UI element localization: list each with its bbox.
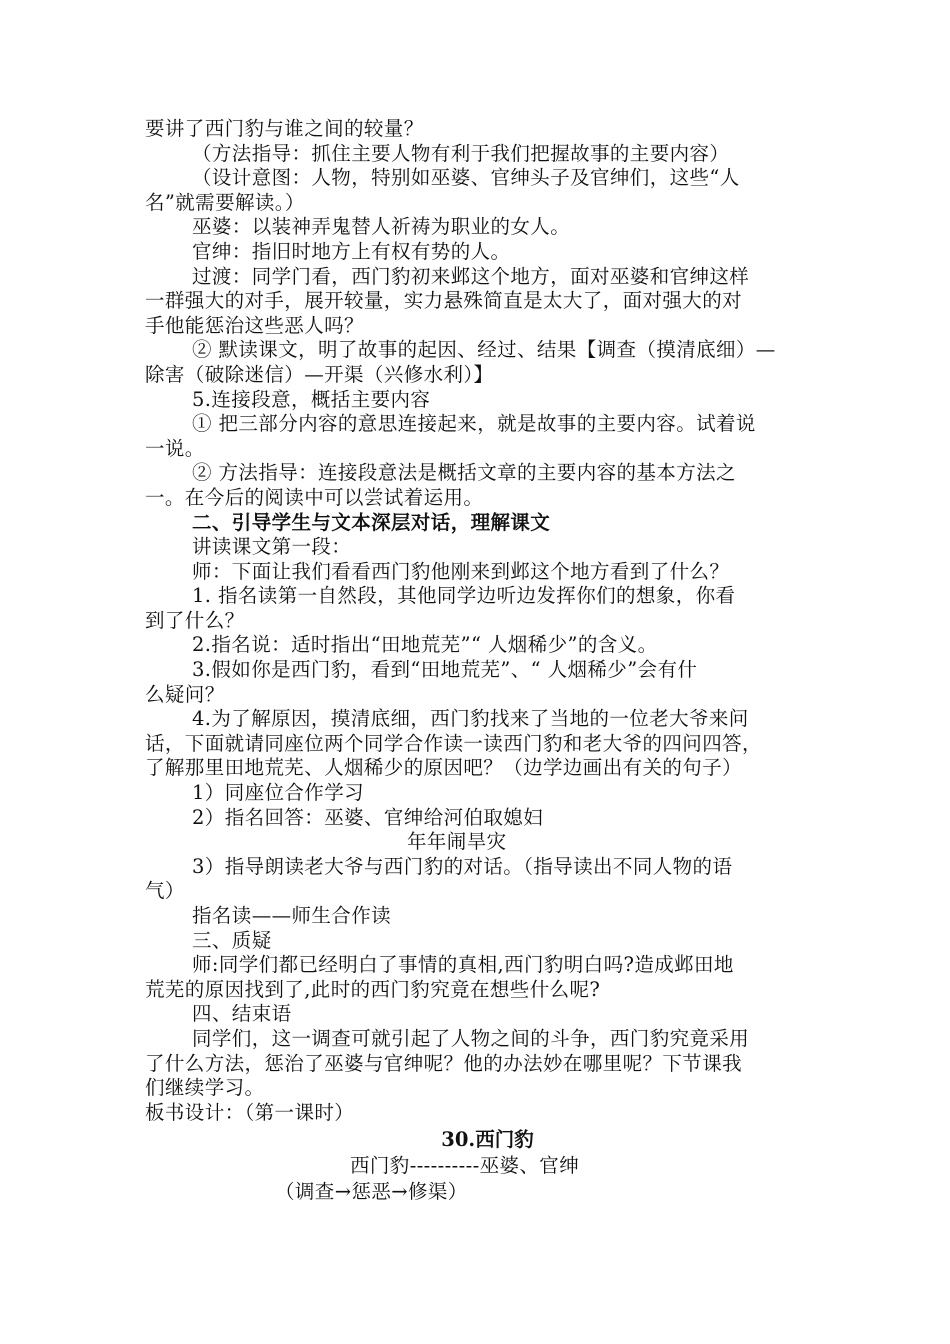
text-line: 3）指导朗读老大爷与西门豹的对话。（指导读出不同人物的语 (192, 854, 733, 878)
text-line: 了什么方法，惩治了巫婆与官绅呢？他的办法妙在哪里呢？下节课我 (145, 1051, 743, 1075)
text-line: 气） (145, 879, 185, 903)
section-heading: 二、引导学生与文本深层对话，理解课文 (192, 510, 551, 534)
text-line: 讲读课文第一段： (192, 535, 352, 559)
text-line: 同学们，这一调查可就引起了人物之间的斗争，西门豹究竟采用 (192, 1026, 750, 1050)
text-line: 荒芜的原因找到了,此时的西门豹究竟在想些什么呢? (145, 977, 601, 1001)
text-line: 指名读——师生合作读 (192, 904, 392, 927)
text-line: 3.假如你是西门豹，看到“田地荒芜”、“ 人烟稀少”会有什 (192, 658, 698, 682)
text-line: 师:同学们都已经明白了事情的真相,西门豹明白吗?造成邺田地 (192, 953, 734, 977)
text-line: （设计意图：人物，特别如巫婆、官绅头子及官绅们，这些“人 (192, 166, 740, 190)
text-line: 么疑问？ (145, 682, 225, 706)
text-line: 名”就需要解读。） (145, 190, 305, 214)
text-line: 要讲了西门豹与谁之间的较量？ (145, 117, 424, 140)
text-line: 4.为了解原因，摸清底细，西门豹找来了当地的一位老大爷来问 (192, 707, 749, 731)
text-line: 官绅：指旧时地方上有权有势的人。 (192, 239, 511, 263)
text-line: 一。在今后的阅读中可以尝试着运用。 (145, 485, 484, 509)
text-line: （方法指导：抓住主要人物有利于我们把握故事的主要内容） (192, 141, 730, 165)
section-heading: 三、质疑 (192, 928, 272, 952)
board-design-label: 板书设计：（第一课时） (145, 1100, 355, 1124)
board-title: 30.西门豹 (441, 1128, 534, 1152)
text-line: 1）同座位合作学习 (192, 781, 365, 805)
text-line: 到了什么？ (145, 608, 245, 632)
text-line: 5.连接段意，概括主要内容 (192, 387, 431, 411)
text-line: 了解那里田地荒芜、人烟稀少的原因吧？（边学边画出有关的句子） (145, 756, 743, 780)
text-line: 话，下面就请同座位两个同学合作读一读西门豹和老大爷的四问四答， (145, 731, 762, 755)
text-line: 除害（破除迷信）—开渠（兴修水利）】 (145, 362, 494, 386)
text-line: 2.指名说：适时指出“田地荒芜”“ 人烟稀少”的含义。 (192, 633, 658, 657)
text-line: 师：下面让我们看看西门豹他刚来到邺这个地方看到了什么？ (192, 559, 730, 583)
board-line: （调查→惩恶→修渠） (275, 1180, 468, 1204)
text-line: 年年闹旱灾 (407, 830, 507, 854)
text-line: 2）指名回答：巫婆、官绅给河伯取媳妇 (192, 805, 544, 829)
text-line: ② 方法指导：连接段意法是概括文章的主要内容的基本方法之 (192, 461, 736, 485)
text-line: ② 默读课文，明了故事的起因、经过、结果【调查（摸清底细）— (192, 338, 776, 362)
text-line: 一说。 (145, 436, 205, 460)
text-line: 一群强大的对手，展开较量，实力悬殊简直是太大了，面对强大的对 (145, 289, 743, 313)
text-line: ① 把三部分内容的意思连接起来，就是故事的主要内容。试着说 (192, 412, 756, 436)
text-line: 巫婆：以装神弄鬼替人祈祷为职业的女人。 (192, 215, 571, 239)
text-line: 过渡：同学门看，西门豹初来邺这个地方，面对巫婆和官绅这样 (192, 264, 750, 288)
section-heading: 四、结束语 (192, 1002, 292, 1026)
text-line: 们继续学习。 (145, 1076, 265, 1100)
lesson-text (145, 117, 810, 1205)
text-line: 手他能惩治这些恶人吗？ (145, 313, 364, 337)
board-line: 西门豹----------巫婆、官绅 (350, 1154, 580, 1178)
text-line: 1. 指名读第一自然段，其他同学边听边发挥你们的想象，你看 (192, 584, 736, 608)
